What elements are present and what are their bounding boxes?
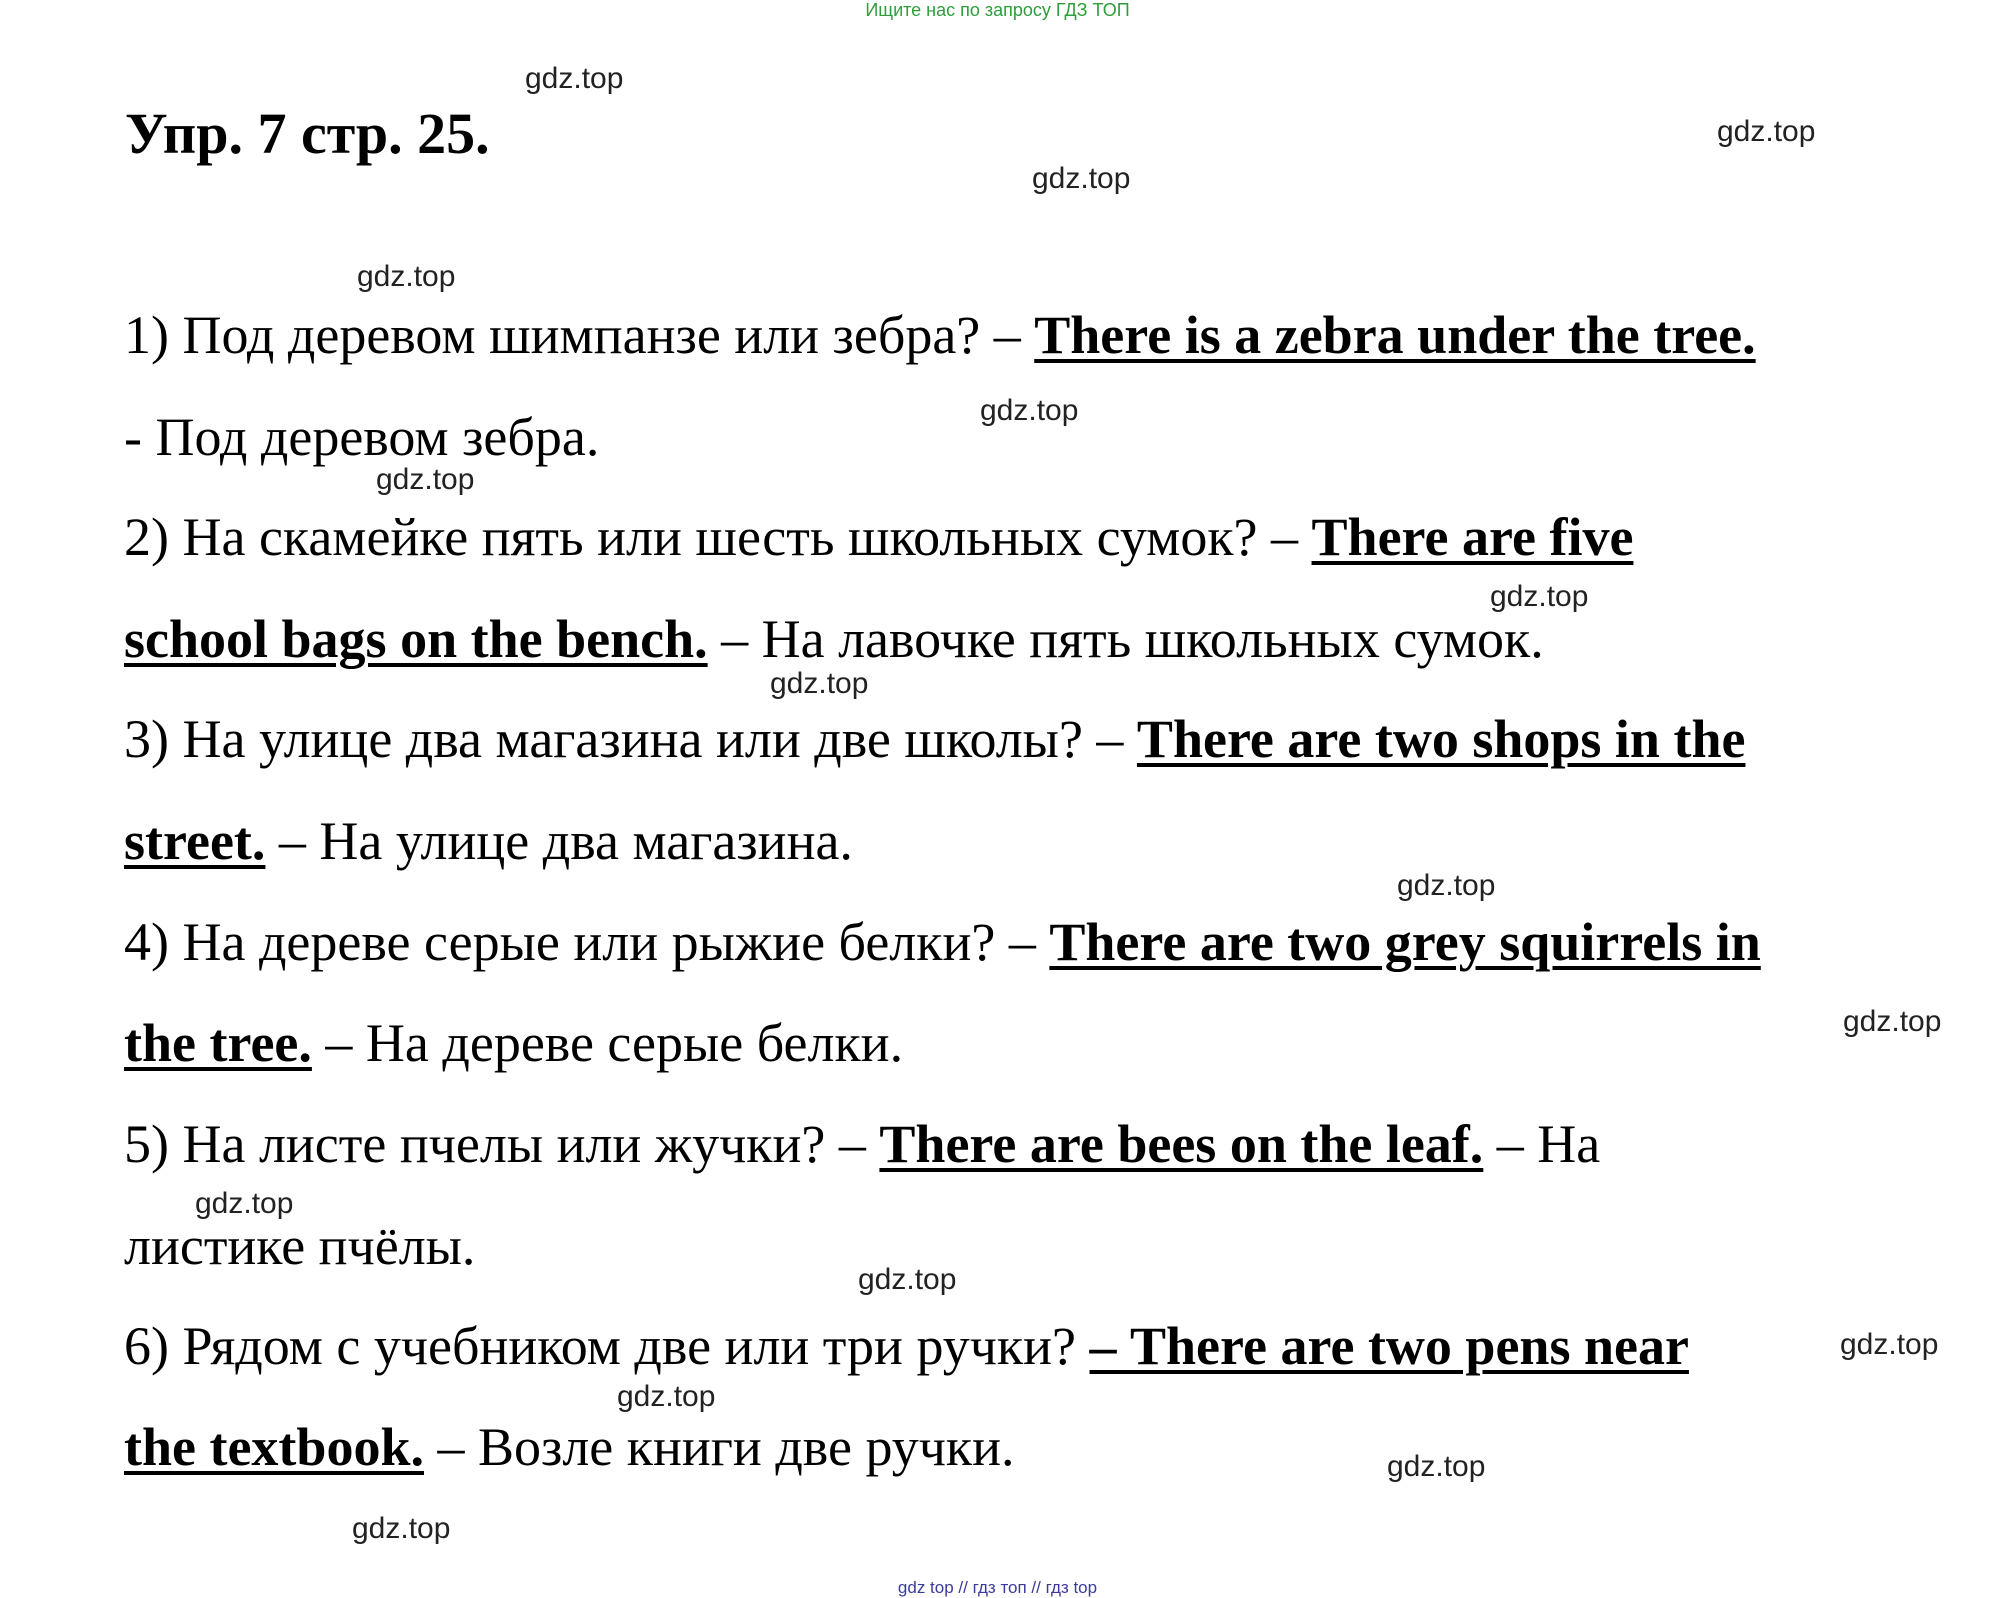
watermark: gdz.top [770, 667, 869, 700]
item-4-answer-part-1: There are two grey squirrels in [1049, 912, 1761, 972]
item-3-line-2 [124, 811, 853, 871]
watermark: gdz.top [980, 394, 1079, 427]
item-2-line-2 [124, 609, 1544, 669]
item-6-answer-part-2: the textbook. [124, 1417, 424, 1477]
item-6-line-1 [124, 1316, 1689, 1376]
item-6-translation: – Возле книги две ручки. [423, 1417, 1015, 1477]
item-6-answer-part-1: – There are two pens near [1089, 1316, 1689, 1376]
item-3-answer-part-2: street. [124, 811, 266, 871]
item-4-answer-part-2: the tree. [124, 1013, 312, 1073]
item-2-question: 2) На скамейке пять или шесть школьных сумок? – [124, 507, 1312, 567]
item-2-translation: – На лавочке пять школьных сумок. [707, 609, 1544, 669]
item-5-line-1 [124, 1114, 1601, 1174]
item-3-answer-part-1: There are two shops in the [1136, 709, 1746, 769]
item-5-question: 5) На листе пчелы или жучки? – [124, 1114, 880, 1174]
watermark: gdz.top [376, 463, 475, 496]
watermark: gdz.top [1387, 1450, 1486, 1483]
item-1-translation: - Под деревом зебра. [124, 407, 600, 467]
item-1-line-2 [124, 407, 600, 467]
watermark: gdz.top [195, 1187, 294, 1220]
item-1-line-1 [124, 305, 1756, 365]
watermark: gdz.top [1490, 580, 1589, 613]
watermark: gdz.top [617, 1380, 716, 1413]
watermark: gdz.top [352, 1512, 451, 1545]
watermark: gdz.top [858, 1263, 957, 1296]
item-3-question: 3) На улице два магазина или две школы? – [124, 709, 1137, 769]
item-4-line-2 [124, 1013, 904, 1073]
item-5-line-2 [124, 1216, 476, 1276]
item-4-question: 4) На дереве серые или рыжие белки? – [124, 912, 1050, 972]
watermark: gdz.top [1397, 869, 1496, 902]
watermark: gdz.top [357, 260, 456, 293]
item-2-answer-part-1: There are five [1311, 507, 1634, 567]
item-4-line-1 [124, 912, 1761, 972]
item-1-question: 1) Под деревом шимпанзе или зебра? – [124, 305, 1035, 365]
item-5-translation-part-2: листике пчёлы. [124, 1216, 476, 1276]
item-6-line-2 [124, 1417, 1015, 1477]
footer-watermark: gdz top // гдз топ // гдз top [897, 1578, 1098, 1597]
watermark: gdz.top [1843, 1005, 1942, 1038]
item-5-answer: There are bees on the leaf. [879, 1114, 1484, 1174]
page-title: Упр. 7 стр. 25. [125, 101, 490, 166]
item-6-question: 6) Рядом с учебником две или три ручки? [124, 1316, 1090, 1376]
watermark: gdz.top [1032, 162, 1131, 195]
item-2-answer-part-2: school bags on the bench. [124, 609, 708, 669]
item-3-line-1 [124, 709, 1746, 769]
item-2-line-1 [124, 507, 1634, 567]
watermark: gdz.top [1717, 115, 1816, 148]
watermark: gdz.top [1840, 1328, 1939, 1361]
item-3-translation: – На улице два магазина. [265, 811, 853, 871]
top-note: Ищите нас по запросу ГДЗ ТОП [865, 0, 1130, 20]
item-4-translation: – На дереве серые белки. [311, 1013, 904, 1073]
item-1-answer: There is a zebra under the tree. [1034, 305, 1756, 365]
item-5-translation-part-1: – На [1483, 1114, 1601, 1174]
watermark: gdz.top [525, 62, 624, 95]
